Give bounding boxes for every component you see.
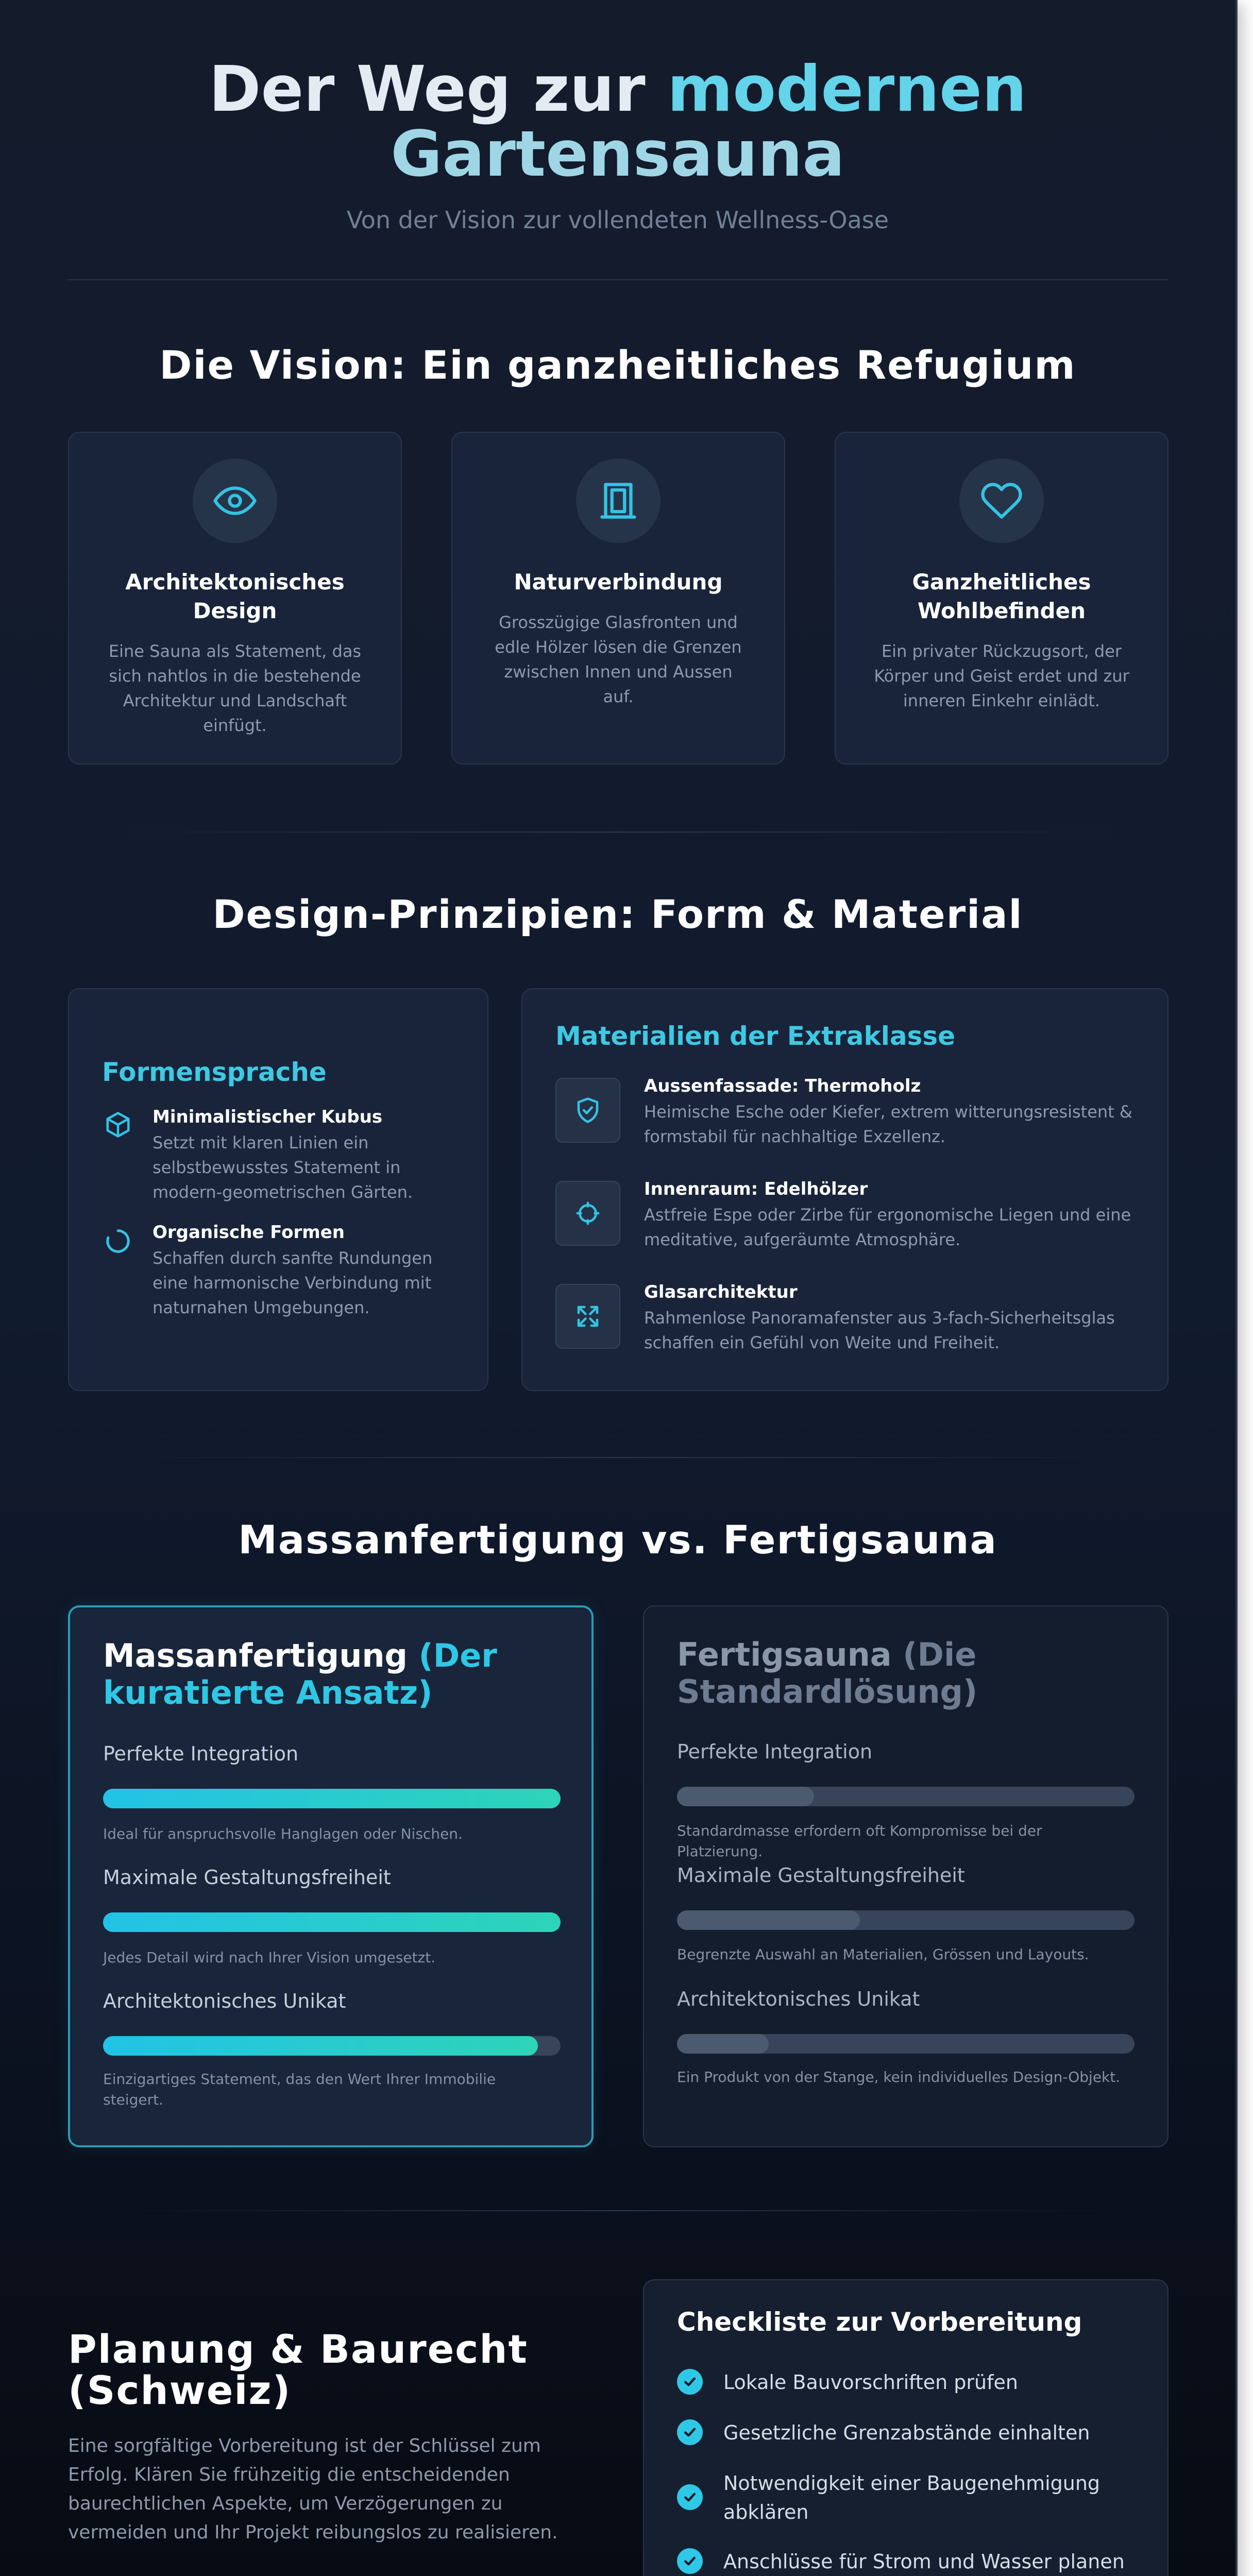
- divider: [120, 2210, 1117, 2211]
- form-item-title: Minimalistischer Kubus: [153, 1107, 383, 1127]
- custom-card-title: [103, 1637, 567, 1711]
- material-item-text: Rahmenlose Panoramafenster aus 3-fach-Sicherheitsglas schaffen ein Gefühl von Weite und Freiheit.: [644, 1308, 1115, 1352]
- heart-icon: [959, 459, 1044, 543]
- prefab-progress-bar: [677, 1787, 1135, 1806]
- checklist-card: [643, 2279, 1169, 2576]
- vision-card-design: [68, 432, 402, 765]
- custom-bar-fill: [103, 1789, 561, 1808]
- check-icon: [677, 2548, 703, 2574]
- custom-progress-bar: [103, 2036, 561, 2056]
- vision-card-wellbeing: [835, 432, 1169, 765]
- material-item-title: Glasarchitektur: [644, 1282, 798, 1302]
- crosshair-icon: [555, 1181, 620, 1246]
- prefab-bar-fill: [677, 1787, 814, 1806]
- materials-card: [521, 988, 1169, 1391]
- custom-row-label: Maximale Gestaltungsfreiheit: [103, 1866, 391, 1889]
- form-heading: Formensprache: [102, 1057, 327, 1087]
- divider: [120, 1457, 1117, 1458]
- prefab-row-label: Maximale Gestaltungsfreiheit: [677, 1864, 965, 1887]
- prefab-row-label: Architektonisches Unikat: [677, 1988, 920, 2010]
- checklist-item: [677, 2547, 1141, 2576]
- vision-card-title: Architektonisches Design: [125, 569, 345, 623]
- vision-card-text: Ein privater Rückzugsort, der Körper und Geist erdet und zur inneren Einkehr einlädt.: [874, 641, 1129, 710]
- custom-row-note: Jedes Detail wird nach Ihrer Vision umgesetzt.: [103, 1949, 436, 1966]
- checklist-text: Lokale Bauvorschriften prüfen: [723, 2371, 1018, 2394]
- custom-progress-bar: [103, 1789, 561, 1808]
- page-subtitle: Von der Vision zur vollendeten Wellness-Oase: [346, 206, 889, 234]
- prefab-bar-fill: [677, 2034, 769, 2054]
- checklist-text: Anschlüsse für Strom und Wasser planen: [723, 2550, 1125, 2573]
- title-part-2: Gartensauna: [391, 117, 845, 191]
- custom-bar-fill: [103, 1912, 561, 1932]
- prefab-bar-fill: [677, 1910, 860, 1930]
- check-icon: [677, 2484, 703, 2510]
- vision-card-title: Ganzheitliches Wohlbefinden: [912, 569, 1091, 623]
- title-accent: modernen: [667, 53, 1027, 126]
- material-item-title: Innenraum: Edelhölzer: [644, 1179, 868, 1199]
- custom-title-main: Massanfertigung: [103, 1637, 419, 1674]
- form-item-title: Organische Formen: [153, 1222, 345, 1243]
- cube-icon: [104, 1111, 132, 1141]
- prefab-row-note: Standardmasse erfordern oft Kompromisse bei der Platzierung.: [677, 1822, 1042, 1860]
- eye-icon: [193, 459, 277, 543]
- checklist-title: Checkliste zur Vorbereitung: [677, 2307, 1082, 2337]
- divider: [68, 279, 1169, 280]
- check-icon: [677, 2369, 703, 2395]
- material-item-text: Heimische Esche oder Kiefer, extrem witterungsresistent & formstabil für nachhaltige Exzellenz.: [644, 1102, 1132, 1146]
- form-item-text: Setzt mit klaren Linien ein selbstbewusstes Statement in modern-geometrischen Gärten.: [153, 1133, 413, 1202]
- custom-row-note: Ideal für anspruchsvolle Hanglagen oder Nischen.: [103, 1825, 463, 1842]
- prefab-row-label: Perfekte Integration: [677, 1740, 873, 1763]
- planning-text: Eine sorgfältige Vorbereitung ist der Schlüssel zum Erfolg. Klären Sie frühzeitig die entscheidenden baurechtlichen Aspekte, um Verzögerungen zu vermeiden und Ihr Projekt reibungslos zu realisieren.: [68, 2435, 558, 2543]
- checklist-item: [677, 2418, 1141, 2447]
- form-item-text: Schaffen durch sanfte Rundungen eine harmonische Verbindung mit naturnahen Umgebungen.: [153, 1248, 433, 1317]
- checklist-item: [677, 2469, 1141, 2527]
- vision-title: Die Vision: Ein ganzheitliches Refugium: [159, 342, 1076, 388]
- form-card: [68, 988, 488, 1391]
- door-icon: [576, 459, 661, 543]
- prefab-row-note: Ein Produkt von der Stange, kein individuelles Design-Objekt.: [677, 2069, 1121, 2086]
- prefab-card-title: [677, 1636, 1141, 1710]
- custom-sauna-card: [68, 1605, 594, 2147]
- custom-bar-fill: [103, 2036, 538, 2056]
- prefab-title-sub: (Die Standardlösung): [677, 1636, 978, 1710]
- comparison-title: Massanfertigung vs. Fertigsauna: [238, 1517, 997, 1563]
- page-title: [0, 53, 1235, 191]
- title-part-1: Der Weg zur: [209, 53, 668, 126]
- custom-row-label: Architektonisches Unikat: [103, 1990, 346, 2012]
- prefab-progress-bar: [677, 2034, 1135, 2054]
- vision-card-text: Grosszügige Glasfronten und edle Hölzer lösen die Grenzen zwischen Innen und Aussen auf.: [495, 613, 742, 706]
- prefab-sauna-card: [643, 1605, 1169, 2147]
- principles-title: Design-Prinzipien: Form & Material: [212, 891, 1023, 937]
- prefab-progress-bar: [677, 1910, 1135, 1930]
- checklist-text: Gesetzliche Grenzabstände einhalten: [723, 2421, 1090, 2444]
- divider: [120, 832, 1117, 833]
- custom-row-note: Einzigartiges Statement, das den Wert Ihrer Immobilie steigert.: [103, 2071, 496, 2108]
- prefab-row-note: Begrenzte Auswahl an Materialien, Grössen und Layouts.: [677, 1946, 1089, 1963]
- check-icon: [677, 2419, 703, 2445]
- custom-title-sub: (Der kuratierte Ansatz): [103, 1637, 497, 1711]
- vision-card-text: Eine Sauna als Statement, das sich nahtlos in die bestehende Architektur und Landschaft einfügt.: [108, 641, 362, 735]
- material-item-text: Astfreie Espe oder Zirbe für ergonomische Liegen und eine meditative, aufgeräumte Atmosphäre.: [644, 1205, 1131, 1249]
- material-item-title: Aussenfassade: Thermoholz: [644, 1076, 921, 1096]
- prefab-title-main: Fertigsauna: [677, 1636, 903, 1673]
- checklist-item: [677, 2368, 1141, 2397]
- materials-heading: Materialien der Extraklasse: [555, 1021, 956, 1051]
- circle-icon: [104, 1227, 132, 1257]
- custom-progress-bar: [103, 1912, 561, 1932]
- expand-icon: [555, 1284, 620, 1349]
- vision-card-title: Naturverbindung: [514, 569, 723, 595]
- shield-check-icon: [555, 1078, 620, 1143]
- planning-title: Planung & Baurecht (Schweiz): [68, 2326, 528, 2413]
- custom-row-label: Perfekte Integration: [103, 1742, 299, 1765]
- vision-card-nature: [451, 432, 785, 765]
- checklist-text: Notwendigkeit einer Baugenehmigung abklären: [723, 2472, 1100, 2523]
